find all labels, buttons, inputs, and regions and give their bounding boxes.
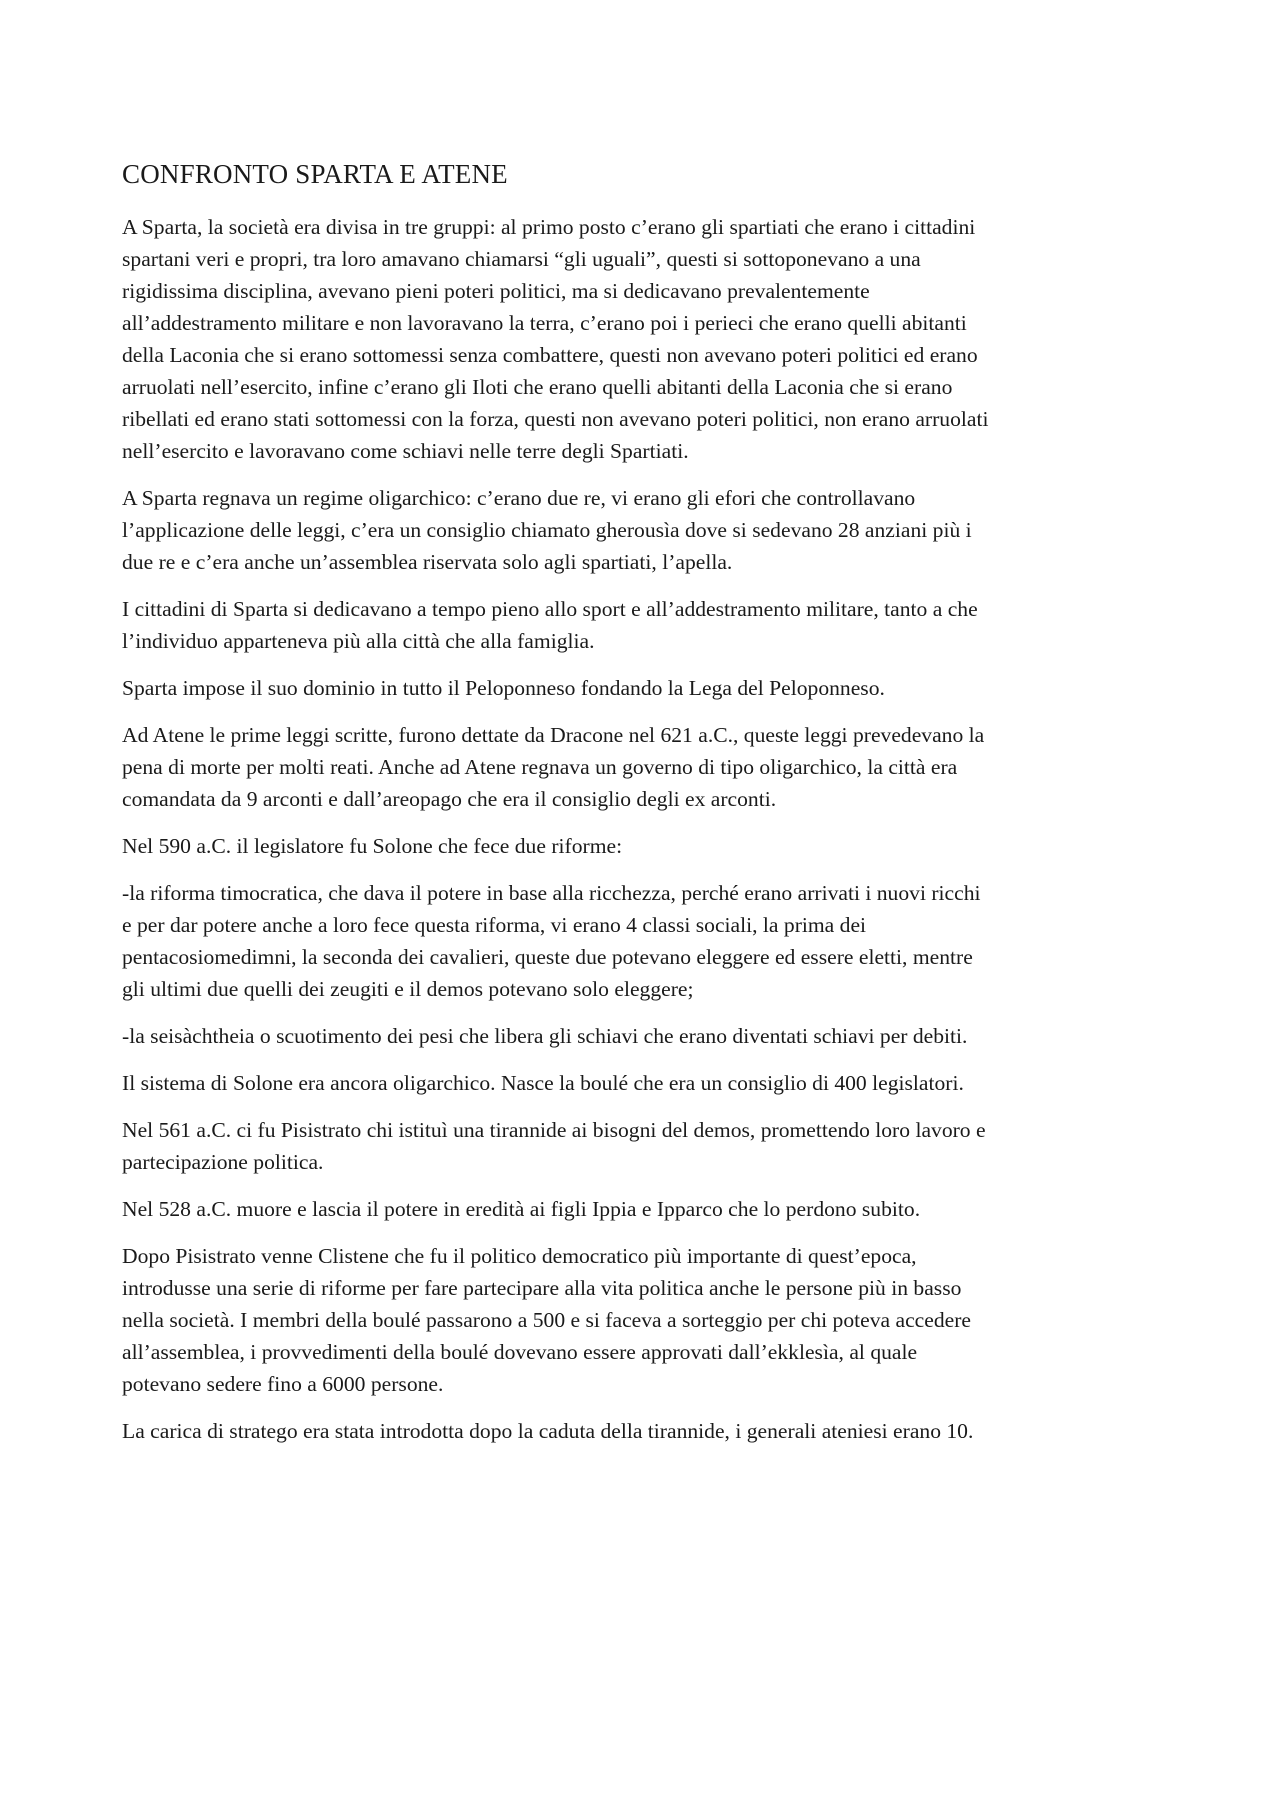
paragraph-sparta-citizens: I cittadini di Sparta si dedicavano a tempo pieno allo sport e all’addestramento militare, tanto a che l’individuo apparteneva più alla città che alla famiglia.	[122, 597, 978, 653]
paragraph-solon-system: Il sistema di Solone era ancora oligarchico. Nasce la boulé che era un consiglio di 400 legislatori.	[122, 1071, 964, 1095]
paragraph-athens-draco: Ad Atene le prime leggi scritte, furono dettate da Dracone nel 621 a.C., queste leggi prevedevano la pena di morte per molti reati. Anche ad Atene regnava un governo di tipo oligarchico, la città era comandata da 9 arconti e dall’areopago che era il consiglio degli ex arconti.	[122, 723, 985, 811]
paragraph-sparta-society: A Sparta, la società era divisa in tre gruppi: al primo posto c’erano gli spartiati che erano i cittadini spartani veri e propri, tra loro amavano chiamarsi “gli uguali”, questi si sottoponevano a una rigidissima disciplina, avevano pieni poteri politici, ma si dedicavano prevalentemente all’addestramento militare e non lavoravano la terra, c’erano poi i perieci che erano quelli abitanti della Laconia che si erano sottomessi senza combattere, questi non avevano poteri politici ed erano arruolati nell’esercito, infine c’erano gli Iloti che erano quelli abitanti della Laconia che si erano ribellati ed erano stati sottomessi con la forza, questi non avevano poteri politici, non erano arruolati nell’esercito e lavoravano come schiavi nelle terre degli Spartiati.	[122, 215, 989, 463]
paragraph-pisistratus: Nel 561 a.C. ci fu Pisistrato chi istituì una tirannide ai bisogni del demos, promettendo loro lavoro e partecipazione politica.	[122, 1118, 986, 1174]
paragraph-timocratic-reform: -la riforma timocratica, che dava il potere in base alla ricchezza, perché erano arrivati i nuovi ricchi e per dar potere anche a loro fece questa riforma, vi erano 4 classi sociali, la prima dei pentacosiomedimni, la seconda dei cavalieri, queste due potevano eleggere ed essere eletti, mentre gli ultimi due quelli dei zeugiti e il demos potevano solo eleggere;	[122, 881, 981, 1001]
paragraph-sparta-government: A Sparta regnava un regime oligarchico: c’erano due re, vi erano gli efori che controllavano l’applicazione delle leggi, c’era un consiglio chiamato gherousìa dove si sedevano 28 anziani più i due re e c’era anche un’assemblea riservata solo agli spartiati, l’apella.	[122, 486, 972, 574]
paragraph-sparta-dominion: Sparta impose il suo dominio in tutto il Peloponneso fondando la Lega del Peloponneso.	[122, 676, 885, 700]
paragraph-seisachtheia: -la seisàchtheia o scuotimento dei pesi che libera gli schiavi che erano diventati schiavi per debiti.	[122, 1024, 968, 1048]
document-title: CONFRONTO SPARTA E ATENE	[122, 159, 508, 189]
paragraph-strategos: La carica di stratego era stata introdotta dopo la caduta della tirannide, i generali ateniesi erano 10.	[122, 1419, 974, 1443]
paragraph-pisistratus-death: Nel 528 a.C. muore e lascia il potere in eredità ai figli Ippia e Ipparco che lo perdono subito.	[122, 1197, 921, 1221]
paragraph-cleisthenes: Dopo Pisistrato venne Clistene che fu il politico democratico più importante di quest’epoca, introdusse una serie di riforme per fare partecipare alla vita politica anche le persone più in basso nella società. I membri della boulé passarono a 500 e si faceva a sorteggio per chi poteva accedere all’assemblea, i provvedimenti della boulé dovevano essere approvati dall’ekklesìa, al quale potevano sedere fino a 6000 persone.	[122, 1244, 971, 1396]
paragraph-solon-intro: Nel 590 a.C. il legislatore fu Solone che fece due riforme:	[122, 834, 623, 858]
